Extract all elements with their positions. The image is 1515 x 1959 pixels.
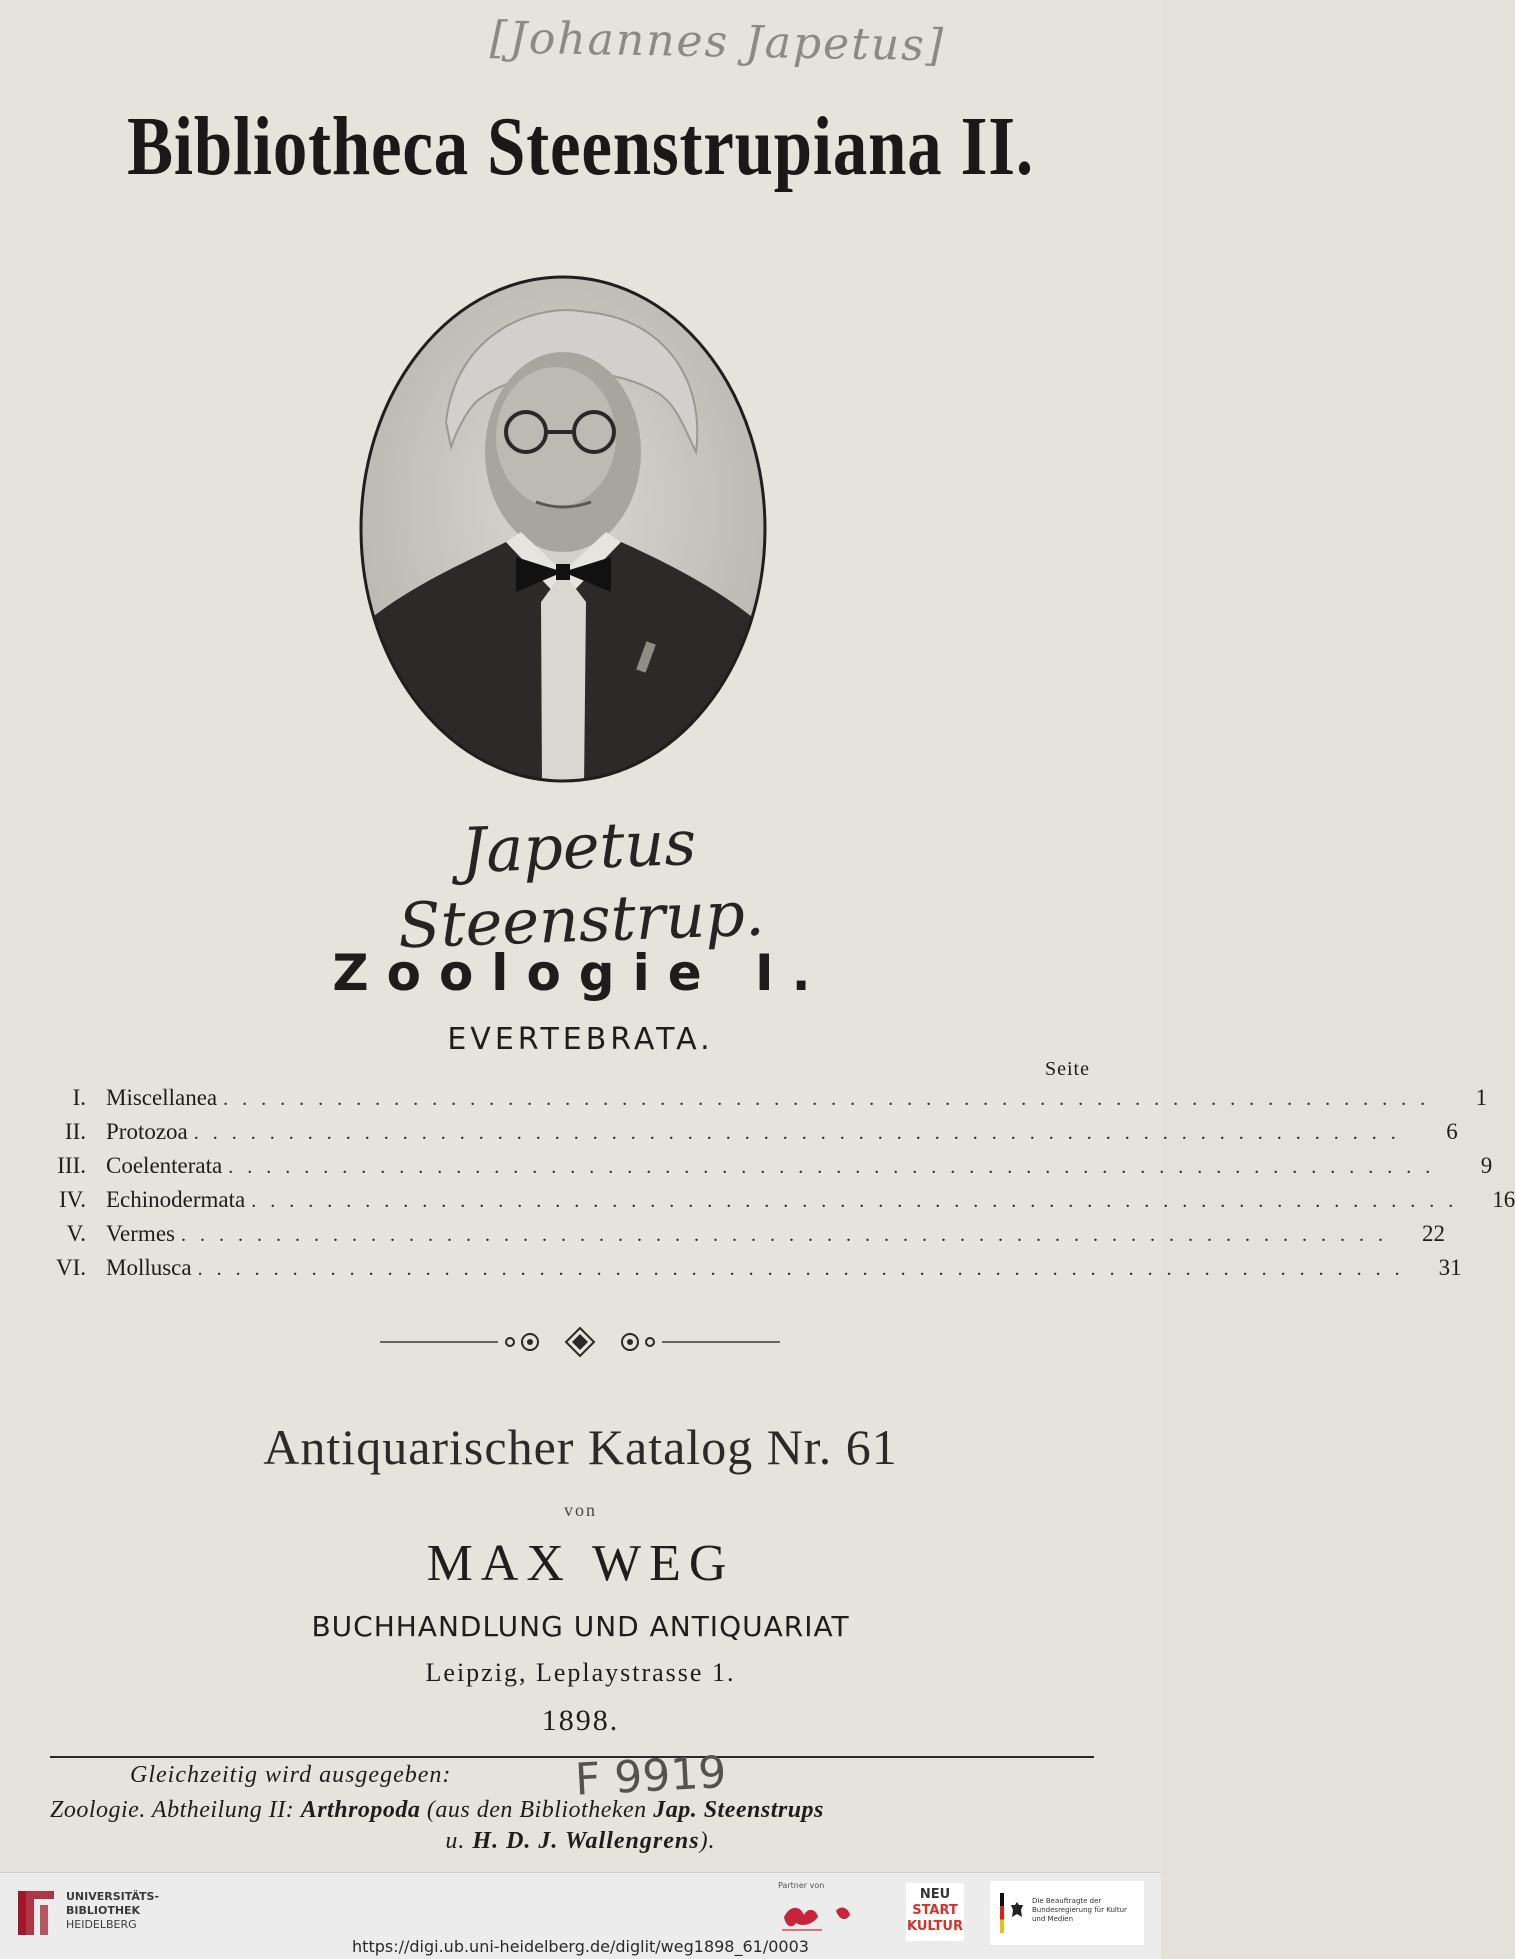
bkm-logo[interactable] <box>990 1881 1144 1945</box>
section-heading: Zoologie I. <box>332 944 829 1002</box>
university-library-name <box>66 1890 186 1932</box>
footnote-text: Zoologie. Abtheilung II: <box>50 1797 301 1823</box>
toc-leader-dots: ................................................................ <box>197 1258 1414 1280</box>
publisher-name: MAX WEG <box>426 1535 735 1592</box>
toc-row <box>30 1153 1493 1187</box>
library-name-line: UNIVERSITÄTS- <box>66 1890 160 1903</box>
by-label: von <box>564 1500 597 1520</box>
toc-page-label: Seite <box>1045 1058 1090 1080</box>
toc-label: Echinodermata <box>106 1187 246 1212</box>
toc-leader-dots: ................................................................ <box>223 1088 1440 1110</box>
ddb-partner-logo-icon[interactable] <box>776 1897 876 1937</box>
catalog-title: Antiquarischer Katalog Nr. 61 <box>263 1419 898 1475</box>
toc-page-number: 6 <box>1446 1119 1458 1144</box>
neustart-kultur-logo[interactable] <box>906 1883 964 1941</box>
toc-row <box>30 1221 1445 1255</box>
library-name-line: BIBLIOTHEK <box>66 1904 141 1917</box>
section-subheading: EVERTEBRATA. <box>447 1022 714 1057</box>
german-flag-icon <box>1000 1893 1004 1933</box>
eagle-icon <box>1010 1901 1024 1919</box>
toc-leader-dots: ................................................................ <box>228 1156 1445 1178</box>
toc-row <box>30 1119 1458 1153</box>
toc-number: II. <box>64 1119 86 1144</box>
toc-page-number: 1 <box>1475 1085 1488 1110</box>
footnote-bold: Arthropoda <box>300 1797 421 1823</box>
toc-leader-dots: ................................................................ <box>193 1122 1410 1144</box>
toc-leader-dots: ................................................................ <box>251 1190 1468 1212</box>
publisher-address: Leipzig, Leplaystrasse 1. <box>425 1658 736 1687</box>
toc-row <box>30 1085 1488 1119</box>
toc-number: III. <box>57 1153 86 1178</box>
footnote-intro: Gleichzeitig wird ausgegeben: <box>130 1762 452 1788</box>
page-title: Bibliotheca Steenstrupiana II. <box>127 100 1034 193</box>
horizontal-rule <box>50 1756 1094 1758</box>
neustart-word: NEU <box>919 1887 951 1902</box>
toc-row <box>30 1255 1462 1289</box>
handwritten-note: [Johannes Japetus] <box>489 12 946 72</box>
footnote-bold: H. D. J. Wallengrens <box>472 1828 700 1854</box>
permalink-url[interactable]: https://digi.ub.uni-heidelberg.de/diglit/weg1898_61/0003 <box>352 1937 809 1956</box>
neustart-word: START <box>912 1903 958 1918</box>
toc-page-number: 22 <box>1421 1221 1445 1246</box>
partner-label: Partner von <box>778 1881 825 1890</box>
library-name-line: HEIDELBERG <box>66 1918 137 1931</box>
footer-bar <box>0 1872 1161 1959</box>
neustart-word: KULTUR <box>907 1919 963 1934</box>
publisher-subtitle: BUCHHANDLUNG UND ANTIQUARIAT <box>311 1610 850 1643</box>
toc-label: Vermes <box>106 1221 175 1246</box>
footnote-text: ). <box>699 1828 716 1854</box>
toc-label: Coelenterata <box>106 1153 223 1178</box>
toc-label: Miscellanea <box>106 1085 218 1110</box>
footnote-line <box>0 1828 1161 1855</box>
footnote-text: (aus den Bibliotheken <box>420 1797 654 1823</box>
handwritten-shelfmark: F 9919 <box>573 1746 728 1806</box>
ornament-divider <box>380 1322 780 1362</box>
toc-number: IV. <box>58 1187 86 1212</box>
university-library-logo-icon[interactable] <box>14 1887 58 1939</box>
toc-number: V. <box>66 1221 86 1246</box>
toc-leader-dots: ................................................................ <box>180 1224 1397 1246</box>
toc-label: Protozoa <box>106 1119 188 1144</box>
handwritten-signature: Japetus Steenstrup. <box>396 805 766 963</box>
bkm-text: Die Beauftragte der Bundesregierung für Kultur und Medien <box>1032 1897 1127 1923</box>
portrait-image <box>356 272 770 786</box>
footnote-text: u. <box>445 1828 473 1854</box>
toc-number: VI. <box>55 1255 86 1280</box>
toc-row <box>30 1187 1515 1221</box>
toc-page-number: 9 <box>1480 1153 1493 1178</box>
publication-year: 1898. <box>541 1704 620 1737</box>
footnote-bold: Jap. Steenstrups <box>653 1797 824 1823</box>
footnote-line <box>50 1797 1110 1824</box>
toc-label: Mollusca <box>106 1255 192 1280</box>
toc-page-number: 31 <box>1438 1255 1462 1280</box>
toc-number: I. <box>72 1085 86 1110</box>
toc-page-number: 16 <box>1492 1187 1515 1212</box>
table-of-contents <box>30 1085 1515 1289</box>
